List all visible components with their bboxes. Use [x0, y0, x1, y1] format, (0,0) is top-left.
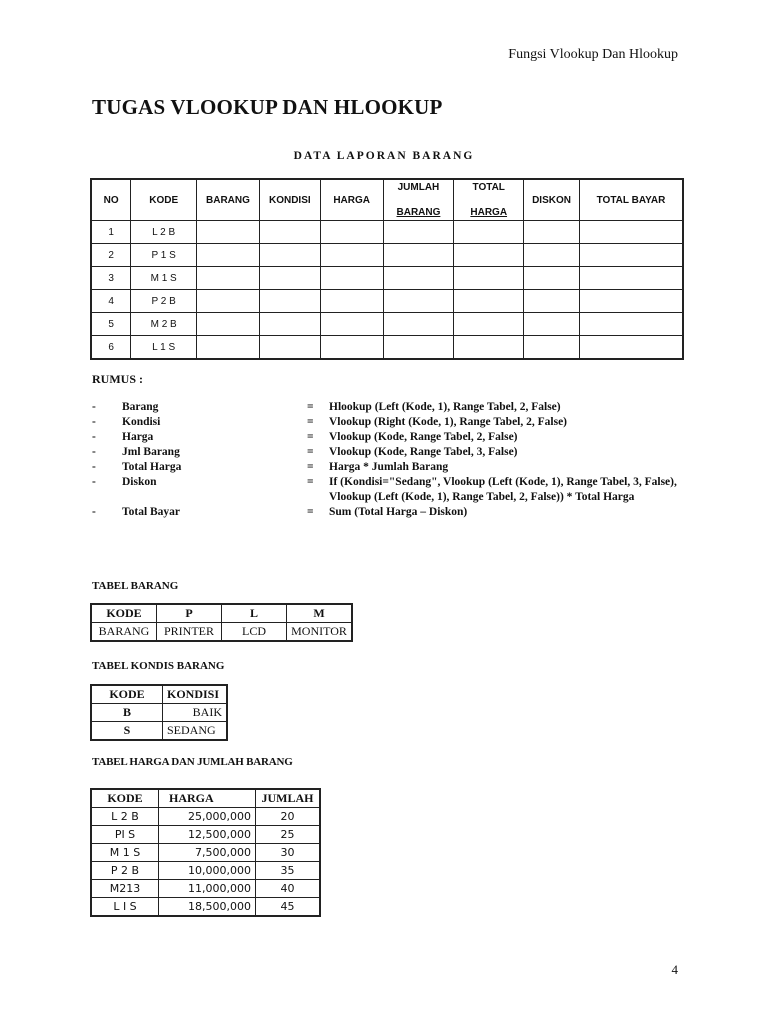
rumus-item: [90, 460, 700, 475]
empty-cell: [579, 244, 683, 267]
table-header-cell: M: [287, 604, 353, 623]
col-jumlah-barang: [383, 179, 454, 221]
empty-cell: [524, 290, 580, 313]
table-header-cell: KODE: [91, 685, 163, 704]
empty-cell: [524, 313, 580, 336]
col-kode: KODE: [131, 179, 197, 221]
table-row: [91, 336, 683, 360]
rumus-eq: =: [307, 416, 314, 428]
empty-cell: [383, 336, 454, 360]
empty-cell: [259, 336, 320, 360]
rumus-item: [90, 475, 700, 505]
table-cell: BARANG: [91, 623, 157, 642]
empty-cell: [383, 313, 454, 336]
rumus-item: [90, 445, 700, 460]
empty-cell: [320, 336, 383, 360]
col-jumlah-top: JUMLAH: [397, 182, 440, 193]
table-cell: M213: [91, 880, 159, 898]
empty-cell: [320, 221, 383, 244]
table-cell: S: [91, 722, 163, 741]
col-total-bayar: TOTAL BAYAR: [579, 179, 683, 221]
rumus-name: Jml Barang: [122, 446, 180, 458]
col-total-harga: [454, 179, 524, 221]
cell-kode: M 2 B: [131, 313, 197, 336]
col-barang: BARANG: [197, 179, 260, 221]
table-cell: P 2 B: [91, 862, 159, 880]
cell-kode: P 1 S: [131, 244, 197, 267]
table-row: [91, 623, 352, 642]
rumus-dash: -: [92, 431, 96, 443]
rumus-dash: -: [92, 416, 96, 428]
rumus-item: [90, 400, 700, 415]
empty-cell: [383, 290, 454, 313]
table-cell: PRINTER: [157, 623, 222, 642]
table-header-cell: KODE: [91, 789, 159, 808]
table-row: [91, 898, 320, 917]
table-cell: M 1 S: [91, 844, 159, 862]
rumus-dash: -: [92, 401, 96, 413]
rumus-name: Kondisi: [122, 416, 161, 428]
rumus-eq: =: [307, 431, 314, 443]
table-row: [91, 267, 683, 290]
table-row: [91, 221, 683, 244]
rumus-list: [90, 400, 700, 520]
table-header-cell: KODE: [91, 604, 157, 623]
report-header-row: [91, 179, 683, 221]
rumus-name: Total Harga: [122, 461, 182, 473]
empty-cell: [320, 267, 383, 290]
rumus-formula: Vlookup (Kode, Range Tabel, 2, False): [329, 431, 518, 443]
rumus-formula: If (Kondisi="Sedang", Vlookup (Left (Kode, 1), Range Tabel, 3, False), Vlookup (Left (Kode, 1), Range Tabel, 2, False)) * Total Harga: [329, 476, 677, 503]
tabel-barang-title: TABEL BARANG: [92, 580, 179, 592]
empty-cell: [259, 313, 320, 336]
table-row: [91, 704, 227, 722]
empty-cell: [454, 290, 524, 313]
table-row: [91, 826, 320, 844]
table-row: [91, 313, 683, 336]
table-row: [91, 685, 227, 704]
rumus-label: RUMUS :: [92, 372, 143, 386]
table-row: [91, 722, 227, 741]
empty-cell: [524, 267, 580, 290]
page-title: TUGAS VLOOKUP DAN HLOOKUP: [92, 95, 443, 119]
rumus-formula: Hlookup (Left (Kode, 1), Range Tabel, 2, False): [329, 401, 561, 413]
table-cell: PI S: [91, 826, 159, 844]
empty-cell: [454, 336, 524, 360]
rumus-formula: Vlookup (Kode, Range Tabel, 3, False): [329, 446, 518, 458]
table-header-cell: L: [222, 604, 287, 623]
table-cell: 18,500,000: [159, 898, 256, 917]
cell-kode: M 1 S: [131, 267, 197, 290]
col-kondisi: KONDISI: [259, 179, 320, 221]
report-table: [90, 178, 684, 360]
cell-no: 3: [91, 267, 131, 290]
rumus-name: Barang: [122, 401, 159, 413]
table-cell: 11,000,000: [159, 880, 256, 898]
cell-no: 2: [91, 244, 131, 267]
page-number: 4: [671, 962, 678, 977]
table-cell: 30: [256, 844, 321, 862]
table-cell: LCD: [222, 623, 287, 642]
table-cell: BAIK: [163, 704, 228, 722]
col-total-bottom: HARGA: [470, 207, 508, 218]
rumus-name: Harga: [122, 431, 154, 443]
running-header: Fungsi Vlookup Dan Hlookup: [508, 47, 678, 62]
empty-cell: [320, 290, 383, 313]
col-harga: HARGA: [320, 179, 383, 221]
empty-cell: [259, 221, 320, 244]
table-row: [91, 244, 683, 267]
cell-no: 5: [91, 313, 131, 336]
empty-cell: [259, 244, 320, 267]
cell-no: 6: [91, 336, 131, 360]
empty-cell: [197, 221, 260, 244]
empty-cell: [383, 221, 454, 244]
table-cell: 12,500,000: [159, 826, 256, 844]
table-cell: 45: [256, 898, 321, 917]
table-header-cell: KONDISI: [163, 685, 228, 704]
empty-cell: [197, 336, 260, 360]
rumus-eq: =: [307, 401, 314, 413]
cell-kode: L 1 S: [131, 336, 197, 360]
tabel-kondisi-title: TABEL KONDIS BARANG: [92, 660, 225, 672]
cell-no: 4: [91, 290, 131, 313]
rumus-formula: Sum (Total Harga – Diskon): [329, 506, 468, 518]
table-row: [91, 880, 320, 898]
tabel-kondisi: [90, 684, 228, 741]
col-total-top: TOTAL: [472, 182, 505, 193]
cell-kode: P 2 B: [131, 290, 197, 313]
empty-cell: [454, 244, 524, 267]
rumus-dash: -: [92, 461, 96, 473]
empty-cell: [579, 267, 683, 290]
rumus-eq: =: [307, 461, 314, 473]
empty-cell: [454, 313, 524, 336]
table-cell: 35: [256, 862, 321, 880]
table-cell: L I S: [91, 898, 159, 917]
empty-cell: [579, 313, 683, 336]
table-cell: 25: [256, 826, 321, 844]
empty-cell: [383, 244, 454, 267]
table-cell: B: [91, 704, 163, 722]
table-row: [91, 844, 320, 862]
tabel-harga-title: TABEL HARGA DAN JUMLAH BARANG: [92, 756, 293, 768]
tabel-harga: [90, 788, 321, 917]
cell-kode: L 2 B: [131, 221, 197, 244]
empty-cell: [259, 267, 320, 290]
empty-cell: [320, 244, 383, 267]
tabel-barang: [90, 603, 353, 642]
rumus-dash: -: [92, 446, 96, 458]
empty-cell: [524, 244, 580, 267]
empty-cell: [454, 267, 524, 290]
empty-cell: [454, 221, 524, 244]
empty-cell: [320, 313, 383, 336]
rumus-eq: =: [307, 446, 314, 458]
rumus-eq: =: [307, 506, 314, 518]
empty-cell: [524, 336, 580, 360]
table-cell: MONITOR: [287, 623, 353, 642]
rumus-name: Diskon: [122, 476, 157, 488]
rumus-dash: -: [92, 506, 96, 518]
table-header-cell: HARGA: [159, 789, 256, 808]
empty-cell: [579, 221, 683, 244]
table-cell: 40: [256, 880, 321, 898]
rumus-formula: Vlookup (Right (Kode, 1), Range Tabel, 2, False): [329, 416, 568, 428]
col-diskon: DISKON: [524, 179, 580, 221]
rumus-eq: =: [307, 476, 314, 488]
rumus-dash: -: [92, 476, 96, 488]
rumus-item: [90, 430, 700, 445]
table-row: [91, 808, 320, 826]
empty-cell: [197, 313, 260, 336]
col-jumlah-bottom: BARANG: [396, 207, 441, 218]
table-cell: 25,000,000: [159, 808, 256, 826]
empty-cell: [579, 336, 683, 360]
table-header-cell: JUMLAH: [256, 789, 321, 808]
table-cell: SEDANG: [163, 722, 228, 741]
rumus-item: [90, 505, 700, 520]
empty-cell: [197, 267, 260, 290]
empty-cell: [383, 267, 454, 290]
table-row: [91, 789, 320, 808]
rumus-name: Total Bayar: [122, 506, 181, 518]
table-row: [91, 290, 683, 313]
report-subtitle: DATA LAPORAN BARANG: [293, 150, 475, 162]
table-cell: 20: [256, 808, 321, 826]
empty-cell: [259, 290, 320, 313]
table-row: [91, 604, 352, 623]
table-cell: L 2 B: [91, 808, 159, 826]
rumus-formula: Harga * Jumlah Barang: [329, 461, 449, 473]
col-no: NO: [91, 179, 131, 221]
table-cell: 7,500,000: [159, 844, 256, 862]
cell-no: 1: [91, 221, 131, 244]
rumus-item: [90, 415, 700, 430]
table-cell: 10,000,000: [159, 862, 256, 880]
empty-cell: [197, 244, 260, 267]
table-header-cell: P: [157, 604, 222, 623]
empty-cell: [524, 221, 580, 244]
empty-cell: [579, 290, 683, 313]
table-row: [91, 862, 320, 880]
empty-cell: [197, 290, 260, 313]
